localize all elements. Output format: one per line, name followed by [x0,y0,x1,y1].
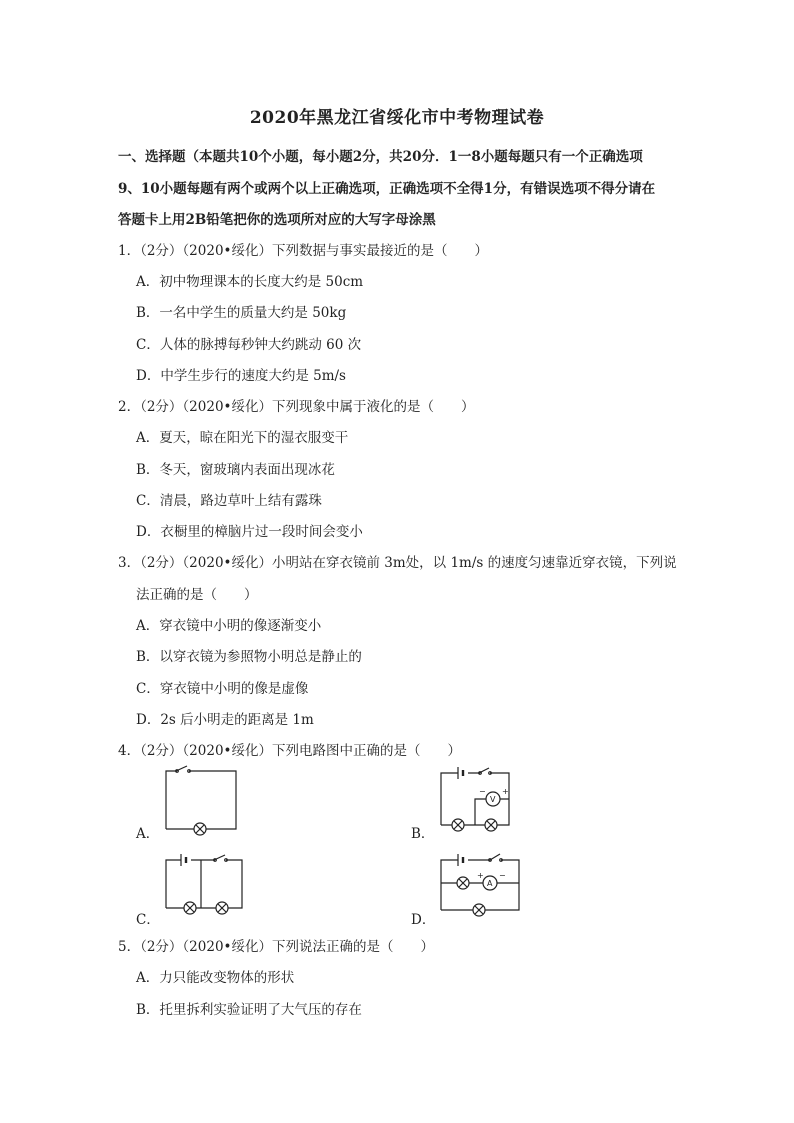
question-4-circuit-d [435,850,525,920]
question-4-circuit-c [160,850,250,920]
question-4-ammeter-d-plus: + [477,871,484,880]
question-4-voltmeter-b-minus: − [479,787,486,796]
question-5-option-a: A．力只能改变物体的形状 [136,970,295,986]
question-4-circuit-b [435,765,515,835]
question-4-option-b-label: B． [411,826,435,842]
question-3-stem: 3．（2分）（2020•绥化）小明站在穿衣镜前 3m处，以 1m/s 的速度匀速靠近穿衣镜，下列说 [118,555,677,571]
question-2-stem: 2．（2分）（2020•绥化）下列现象中属于液化的是（ ） [118,399,475,415]
question-1-option-a: A．初中物理课本的长度大约是 50cm [136,274,364,290]
question-5-option-b: B．托里拆利实验证明了大气压的存在 [136,1002,362,1018]
question-2-option-c: C．清晨，路边草叶上结有露珠 [136,493,322,509]
question-4-ammeter-d-letter: A [487,879,493,888]
section-instructions-line-1: 一、选择题（本题共10个小题，每小题2分，共20分．1一8小题每题只有一个正确选项 [118,149,643,165]
question-4-option-c-label: C． [136,912,160,928]
question-3-option-b: B．以穿衣镜为参照物小明总是静止的 [136,649,362,665]
question-1-option-b: B．一名中学生的质量大约是 50kg [136,305,347,321]
page-title: 2020年黑龙江省绥化市中考物理试卷 [249,108,545,128]
question-2-option-a: A．夏天，晾在阳光下的湿衣服变干 [136,430,349,446]
question-4-voltmeter-b-letter: V [490,795,496,804]
question-4-option-a-label: A． [136,826,160,842]
question-1-option-c: C．人体的脉搏每秒钟大约跳动 60 次 [136,337,362,353]
section-instructions-line-2: 9、10小题每题有两个或两个以上正确选项，正确选项不全得1分，有错误选项不得分请在 [118,181,656,197]
question-3-option-a: A．穿衣镜中小明的像逐渐变小 [136,618,322,634]
question-4-option-d-label: D． [411,912,436,928]
question-3-option-d: D．2s 后小明走的距离是 1m [136,712,314,728]
question-2-option-d: D．衣橱里的樟脑片过一段时间会变小 [136,524,363,540]
question-4-circuit-a [160,765,240,835]
question-4-voltmeter-b-plus: + [502,787,509,796]
question-1-stem: 1．（2分）（2020•绥化）下列数据与事实最接近的是（ ） [118,243,488,259]
question-3-stem-continued: 法正确的是（ ） [136,587,258,603]
question-3-option-c: C．穿衣镜中小明的像是虚像 [136,681,309,697]
question-5-stem: 5．（2分）（2020•绥化）下列说法正确的是（ ） [118,939,434,955]
question-4-stem: 4．（2分）（2020•绥化）下列电路图中正确的是（ ） [118,743,461,759]
section-instructions-line-3: 答题卡上用2B铅笔把你的选项所对应的大写字母涂黑 [118,212,436,228]
question-2-option-b: B．冬天，窗玻璃内表面出现冰花 [136,462,335,478]
question-1-option-d: D．中学生步行的速度大约是 5m/s [136,368,346,384]
question-4-ammeter-d-minus: − [499,871,506,880]
